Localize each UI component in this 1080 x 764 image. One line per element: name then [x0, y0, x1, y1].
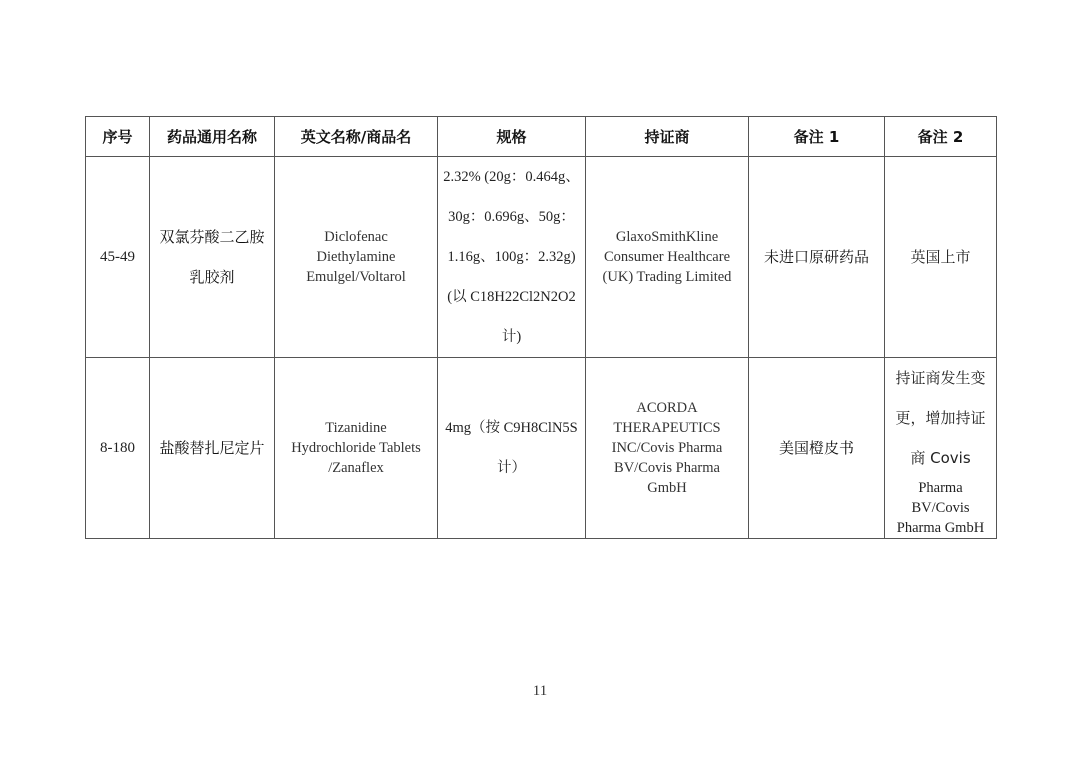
- table-header-row: [86, 117, 997, 157]
- drug-table: [85, 116, 997, 539]
- cell-english-name: [275, 358, 438, 539]
- english-name-line: Tizanidine: [325, 420, 387, 436]
- note2-line: BV/Covis: [911, 500, 970, 516]
- note2-line: 英国上市: [910, 248, 971, 266]
- spec-line: 计): [501, 329, 522, 345]
- header-generic-name: 药品通用名称: [150, 117, 275, 157]
- holder-line: Consumer Healthcare: [603, 249, 731, 265]
- cell-note2: [885, 358, 997, 539]
- english-name-line: Emulgel/Voltarol: [306, 269, 406, 285]
- cell-index: 45-49: [86, 157, 150, 358]
- header-note2: 备注 2: [885, 117, 997, 157]
- cell-note1: 未进口原研药品: [749, 157, 885, 358]
- holder-line: BV/Covis Pharma: [614, 460, 720, 476]
- english-name-line: Hydrochloride Tablets: [291, 440, 421, 456]
- cell-generic-name: [150, 157, 275, 358]
- spec-line: 30g：0.696g、50g：: [448, 209, 575, 225]
- table-row: [86, 358, 997, 539]
- header-index: 序号: [86, 117, 150, 157]
- holder-line: ACORDA: [636, 400, 698, 416]
- holder-line: THERAPEUTICS: [613, 420, 721, 436]
- header-spec: 规格: [438, 117, 586, 157]
- spec-line: 1.16g、100g：2.32g): [447, 249, 576, 265]
- spec-line: 2.32% (20g：0.464g、: [443, 169, 580, 185]
- page-number: 11: [532, 683, 548, 699]
- cell-generic-name: [150, 358, 275, 539]
- spec-line: 4mg（按 C9H8ClN5S: [445, 420, 578, 436]
- english-name-line: /Zanaflex: [328, 460, 384, 476]
- note2-line: 商 Covis: [910, 449, 971, 467]
- generic-name-line: 盐酸替扎尼定片: [159, 439, 265, 457]
- cell-spec: [438, 358, 586, 539]
- cell-spec: [438, 157, 586, 358]
- cell-index: 8-180: [86, 358, 150, 539]
- header-holder: 持证商: [586, 117, 749, 157]
- spec-line: 计）: [497, 460, 526, 476]
- note2-line: Pharma: [918, 480, 963, 496]
- spec-line: (以 C18H22Cl2N2O2: [447, 289, 576, 305]
- holder-line: (UK) Trading Limited: [602, 269, 732, 285]
- cell-english-name: [275, 157, 438, 358]
- note2-line: 持证商发生变: [895, 369, 986, 387]
- cell-note1: 美国橙皮书: [749, 358, 885, 539]
- note2-line: 更，增加持证: [895, 409, 986, 427]
- header-note1: 备注 1: [749, 117, 885, 157]
- english-name-line: Diclofenac: [324, 229, 388, 245]
- generic-name-line: 乳胶剂: [189, 268, 235, 286]
- generic-name-line: 双氯芬酸二乙胺: [159, 228, 265, 246]
- english-name-line: Diethylamine: [316, 249, 396, 265]
- cell-note2: [885, 157, 997, 358]
- table-row: [86, 157, 997, 358]
- header-english-name: 英文名称/商品名: [275, 117, 438, 157]
- holder-line: INC/Covis Pharma: [611, 440, 723, 456]
- cell-holder: [586, 358, 749, 539]
- cell-holder: [586, 157, 749, 358]
- holder-line: GlaxoSmithKline: [615, 229, 719, 245]
- note2-line: Pharma GmbH: [896, 520, 985, 536]
- holder-line: GmbH: [647, 480, 687, 496]
